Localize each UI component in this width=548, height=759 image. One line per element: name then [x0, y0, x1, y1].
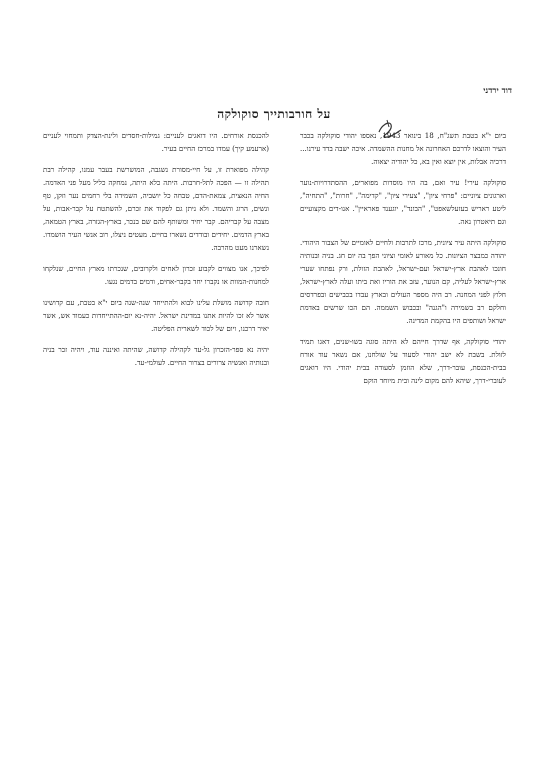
author-name: דוד ירדני	[483, 86, 512, 96]
paragraph: להכנסת אורחים. היו דואגים לעניים: גמילות-חסדים ולינת-הצדק ותמחוי לעניים (ארעמע קיך) עמדו במרכז החיים בעיר.	[43, 131, 269, 153]
paragraph: חובה קדושה מושלת עלינו לבוא ולהתייחד שנה-שנה ביום י"א בטבת, עם קדושינו אשר לא זכו להיות אתנו במדינת ישראל. יהיה-נא יום-ההתייחדות כעמוד אש, אשר יאיר דרכנו, ויום של לכוד לשארית הפליטה.	[43, 298, 269, 333]
paragraph: לפיכך, אנו מצווים לקבוע זכרון לאחים ולקרובים, שנכרתו מארץ החיים, שנלקחו למחנות-המוות או נקברו יחד בקבר-אחים, ודמים בדמים נגעו.	[43, 264, 269, 286]
paragraph: ביום י"א בטבת תשג"ח, 18 בינואר 1943, נאספו יהודי סוקולקה בכבר העיר והוצאו לדרכם האחרונה אל מחנות ההשמדה. איכה ישבה בדד עירנו... דרכיה אבלות, אין יוצא ואין בא, כל יהודיה יצאוה.	[300, 131, 506, 166]
paragraph: יהיה נא ספר-הזכרון גל-עד לקהילה קדושה, שהיתה ואיננה עוד, ויהיה זכר בניה ובנותיה ואנשיה צרורים בצרור החיים. לעולמי-עד.	[43, 345, 269, 367]
paragraph: סוקולקה היתה עיר ציונית, מרכז לתרבות ולחיים לאומיים של הצבור היהודי. יהודה כמבצר הציונות. כל מאורע לאומי וציוני הפך בה יום חג. בניה ובנותיה חונכו לאהבת ארץ-ישראל ועם-ישראל, לאהבת הזולת, ורק נפתחו שערי ארץ-ישראל לעליה, קם הנוער, עזב את הוריו ואת ביתו ועלה לארץ-ישראל, חלוץ לפני המחנה. רב היה מספר העולים ובארץ עבדו בכבישים ובפרדסים וחלקם רב בשמירה ו"הגנה" ובכבוש השממה. הם הכו שרשים באדמת ישראל ושותפים היו בהקמת המדינה.	[300, 238, 506, 325]
left-column	[43, 129, 269, 377]
right-column	[300, 129, 506, 395]
paragraph: יהודי סוקולקה, אף שדרך חייהם לא היתה סוגה בשו-שנים, דאגו תמיד לזולת. בשבת לא ישב יהודי לסעוד על שולחנו, אם נשאר עוד אורח בבית-הכנסת, עובר-דרך, שלא הוזמן לסעודה בבית יהודי. היו דואגים לעוברי-דרך, שיהא להם מקום לינה ובית מיוחד הוקם	[300, 337, 506, 385]
article-title: על חורבותייך סוקולקה	[217, 107, 331, 121]
paragraph: קהילה מפוארת זו, על חיי-מסורת נשגבה, המושרשת בעבר עמנו, קהילה רבת תהילה זו — הפכה לתל-חרבות. היתה כלא היתה, נמחקה כליל מעל פני האדמה. החיה הנאצית, צמאת-הדם, טבחה כל יושביה, השמידה בלי רחמים נער וזקן, טף ונשים, הרוג והשמד. ולא ניתן גם לפקוד את זכרם, להשתטח על קבר-אבות, על מצבה על קבריהם. קבר יחיד ומשותף להם שם בנכר, בארץ-הגזרה, בארץ הטמאה, בארץ הדמים. יחידים ובודדים נשארו בחיים. מעטים ניצלו, רוב אנשי העיר הושמדו. נשארנו מעט מהרבה.	[43, 165, 269, 252]
paragraph: סוקולקה עירי! עיר ואם, בה היו מוסדות מפוארים, ההסתדרויות-נוער וארגונים ציוניים: "פרחי ציון", "צעירי ציון", "קדימה", "חרות", "התחיה", ליטע ראריש בעזעלשאפט", "הבונד", יוגענד פאראיין". אנו-דים מקצועיים וגם תיאטרון נאה.	[300, 178, 506, 226]
